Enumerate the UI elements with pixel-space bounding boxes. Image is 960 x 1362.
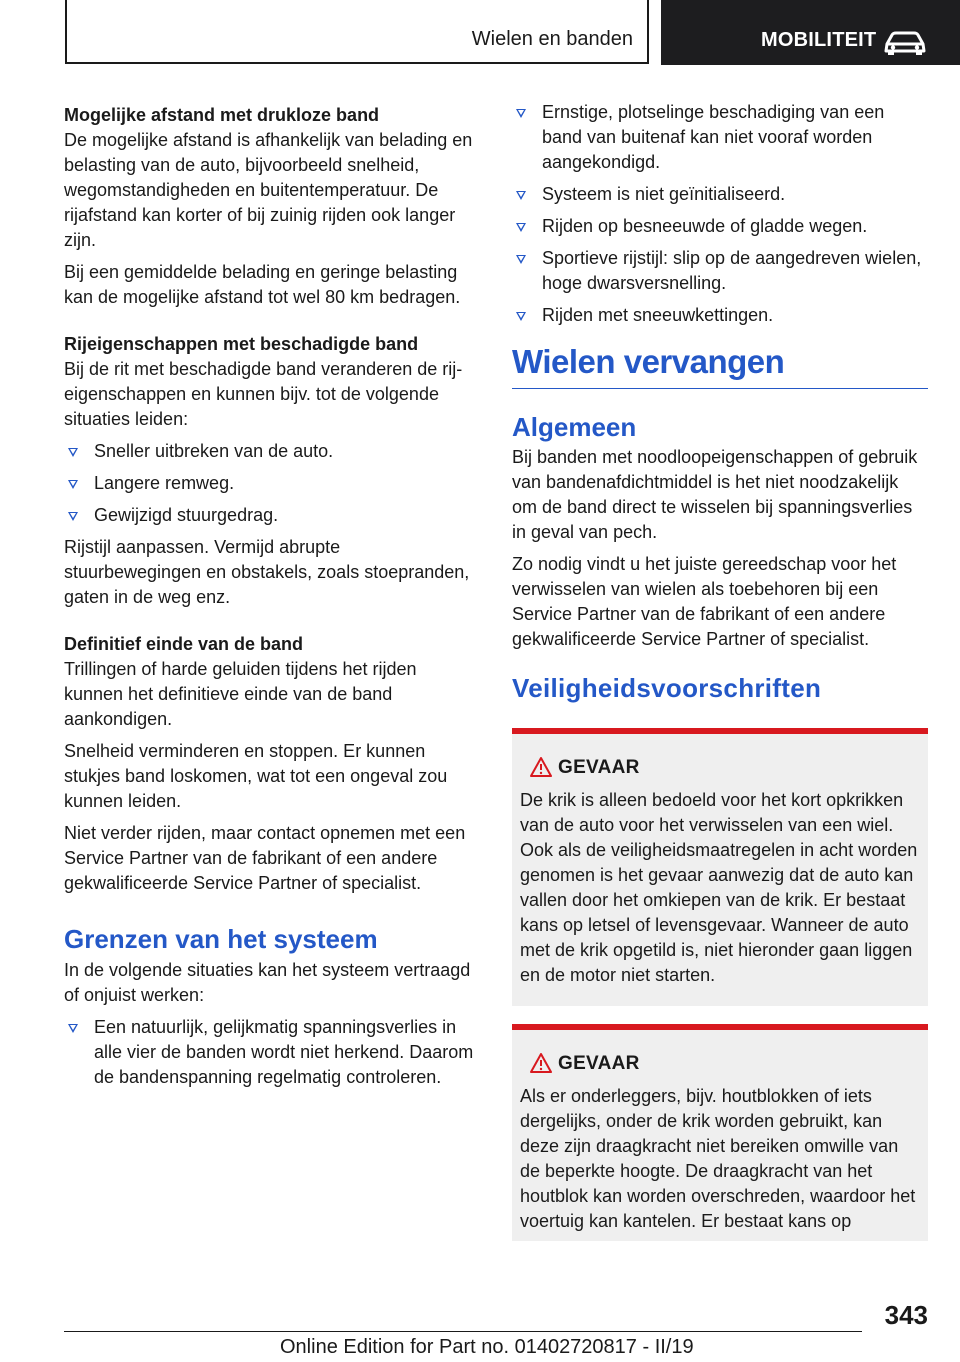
triangle-bullet-icon	[68, 480, 78, 489]
triangle-bullet-icon	[68, 1024, 78, 1033]
heading-system-limits: Grenzen van het systeem	[64, 924, 378, 954]
subheading-range-flat-tire: Mogelijke afstand met drukloze band	[64, 105, 380, 125]
triangle-bullet-icon	[68, 448, 78, 457]
paragraph: De mogelijke afstand is afhankelijk van belading en belasting van de auto, bijvoorbeeld snelheid, wegomstandigheden en buitentemperatuur. De rijafstand kan korter of bij zuinig rijden ook langer zijn.	[64, 130, 473, 250]
paragraph: Bij de rit met beschadigde band veranderen de rij-eigenschappen en kunnen bijv. tot de volgende situaties leiden:	[64, 359, 463, 429]
warning-box	[512, 728, 928, 1006]
warning-text: De krik is alleen bedoeld voor het kort opkrikken van de auto voor het verwisselen van een wiel. Ook als de veiligheidsmaatregelen in acht worden genomen is het gevaar aanwezig dat de auto kan vallen door het omkiepen van de krik. Er bestaat kans op letsel of levensgevaar. Wanneer de auto met de krik opgetild is, niet hieronder gaan liggen en de motor niet starten.	[520, 790, 918, 985]
subheading-driving-damaged-tire: Rijeigenschappen met beschadigde band	[64, 334, 419, 354]
subheading-definitive-end: Definitief einde van de band	[64, 634, 304, 654]
paragraph: In de volgende situaties kan het systeem vertraagd of onjuist werken:	[64, 960, 471, 1005]
warning-title: GEVAAR	[558, 757, 640, 778]
warning-triangle-icon	[530, 756, 552, 778]
heading-replace-wheels: Wielen vervangen	[512, 342, 928, 389]
paragraph: Zo nodig vindt u het juiste gereedschap voor het verwisselen van wielen als toebehoren bij een Service Partner van de fabrikant of een andere gekwalificeerde Service Partner of specialist.	[512, 554, 897, 649]
warning-header	[520, 1052, 920, 1080]
paragraph: Bij banden met noodloopeigenschappen of gebruik van bandenafdichtmiddel is het niet noodzakelijk om de band direct te wisselen bij spanningsverlies in geval van pech.	[512, 447, 918, 542]
list-item: Sportieve rijstijl: slip op de aangedreven wielen, hoge dwarsversnelling.	[512, 246, 928, 296]
paragraph: Trillingen of harde geluiden tijdens het rijden kunnen het definitieve einde van de band aankondigen.	[64, 659, 417, 729]
list-item: Systeem is niet geïnitialiseerd.	[512, 182, 928, 207]
left-column	[64, 100, 479, 1097]
list-item: Rijden op besneeuwde of gladde wegen.	[512, 214, 928, 239]
list-item: Gewijzigd stuurgedrag.	[64, 503, 479, 528]
heading-safety-rules: Veiligheidsvoorschriften	[512, 673, 822, 703]
header-chapter-box	[661, 0, 960, 65]
triangle-bullet-icon	[516, 223, 526, 232]
page-number: 343	[884, 1300, 928, 1330]
header-section-title: Wielen en banden	[471, 28, 633, 50]
paragraph: Snelheid verminderen en stoppen. Er kunnen stukjes band loskomen, wat tot een ongeval zou kunnen leiden.	[64, 741, 448, 811]
warning-box	[512, 1024, 928, 1241]
warning-header	[520, 756, 920, 784]
footer-divider	[64, 1331, 862, 1332]
warning-text: Als er onderleggers, bijv. houtblokken of iets dergelijks, onder de krik worden gebruikt, kan deze zijn draagkracht niet bereiken omwille van de beperkte hoogte. De draagkracht van het houtblok kan worden overschreden, waardoor het voertuig kan kantelen. Er bestaat kans op	[520, 1086, 916, 1231]
header-chapter-title: MOBILITEIT	[761, 29, 877, 51]
footer-edition: Online Edition for Part no. 01402720817 - II/19	[280, 1336, 694, 1358]
triangle-bullet-icon	[516, 191, 526, 200]
list-item: Ernstige, plotselinge beschadiging van een band van buitenaf kan niet vooraf worden aangekondigd.	[512, 100, 928, 175]
header-section-box	[65, 0, 649, 64]
list-item: Sneller uitbreken van de auto.	[64, 439, 479, 464]
paragraph: Bij een gemiddelde belading en geringe belasting kan de mogelijke afstand tot wel 80 km bedragen.	[64, 262, 461, 307]
triangle-bullet-icon	[516, 255, 526, 264]
list-item: Een natuurlijk, gelijkmatig spanningsverlies in alle vier de banden wordt niet herkend. Daarom de bandenspanning regelmatig controleren.	[64, 1015, 479, 1090]
triangle-bullet-icon	[516, 312, 526, 321]
heading-general: Algemeen	[512, 412, 637, 442]
car-icon	[883, 30, 927, 56]
list-item: Rijden met sneeuwkettingen.	[512, 303, 928, 328]
triangle-bullet-icon	[68, 512, 78, 521]
right-column	[512, 100, 928, 1259]
paragraph: Rijstijl aanpassen. Vermijd abrupte stuurbewegingen en obstakels, zoals stoepranden, gaten in de weg enz.	[64, 537, 470, 607]
warning-title: GEVAAR	[558, 1053, 640, 1074]
paragraph: Niet verder rijden, maar contact opnemen met een Service Partner van de fabrikant of een andere gekwalificeerde Service Partner of specialist.	[64, 823, 466, 893]
list-item: Langere remweg.	[64, 471, 479, 496]
triangle-bullet-icon	[516, 109, 526, 118]
warning-triangle-icon	[530, 1052, 552, 1074]
